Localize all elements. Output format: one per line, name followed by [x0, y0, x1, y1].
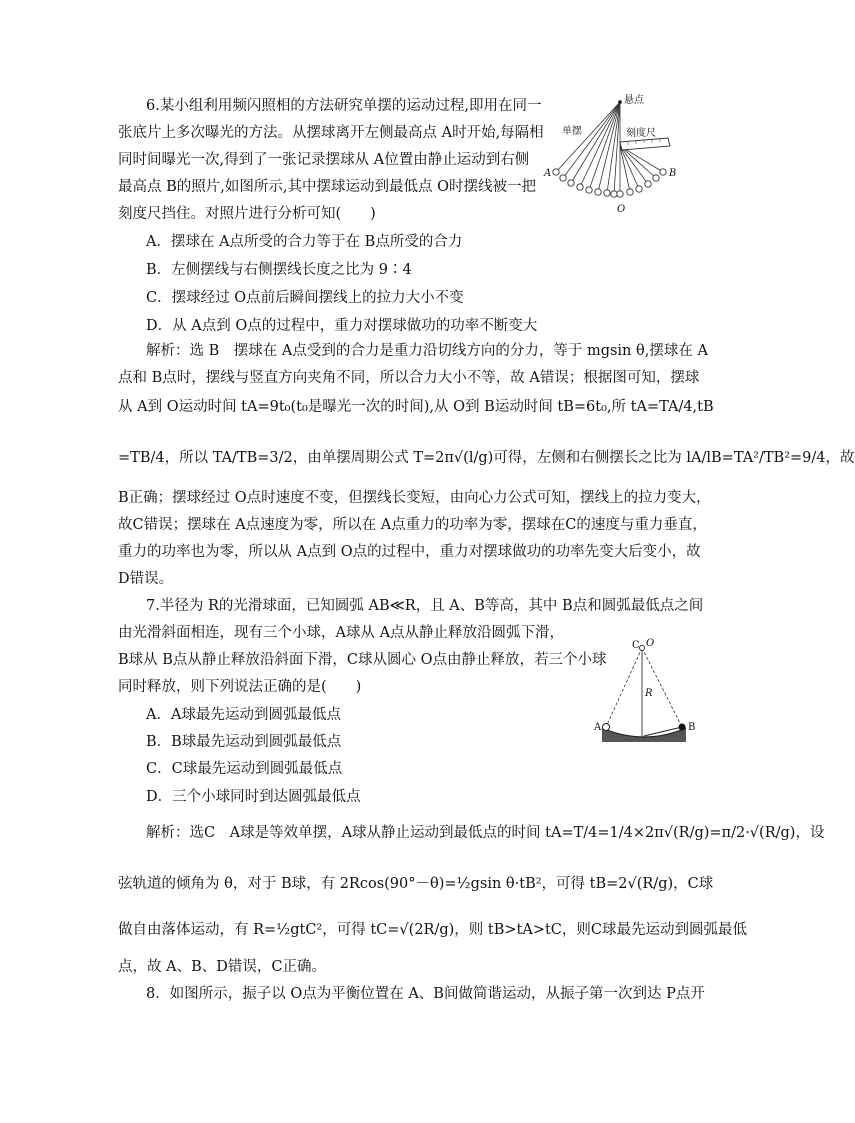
q7-option-d: D．三个小球同时到达圆弧最低点: [146, 789, 361, 805]
q6-stem-line: 同时间曝光一次,得到了一张记录摆球从 A位置由静止运动到右侧: [118, 152, 530, 168]
q7-stem-line: 7.半径为 R的光滑球面，已知圆弧 AB≪R，且 A、B等高，其中 B点和圆弧最低点之间: [146, 598, 704, 614]
q6-option-a: A．摆球在 A点所受的合力等于在 B点所受的合力: [146, 234, 463, 250]
q6-solution-line: 从 A到 O运动时间 tA=9t₀(t₀是曝光一次的时间),从 O到 B运动时间 tB=6t₀,所 tA=TA/4,tB: [118, 399, 714, 415]
ball-b: [679, 724, 686, 731]
ball-a: [603, 724, 610, 731]
q6-pendulum-figure: [538, 90, 688, 220]
q6-option-d: D．从 A点到 O点的过程中，重力对摆球做功的功率不断变大: [146, 318, 538, 334]
q7-stem-line: 同时释放，则下列说法正确的是( ): [118, 679, 362, 695]
q6-stem-line: 张底片上多次曝光的方法。从摆球离开左侧最高点 A时开始,每隔相: [118, 125, 544, 141]
ball-c: [640, 646, 645, 651]
label-c: C: [632, 640, 640, 651]
q7-solution-line: 弦轨道的倾角为 θ，对于 B球，有 2Rcos(90°－θ)=½gsin θ·tB²，可得 tB=2√(R/g)，C球: [118, 876, 714, 892]
label-pendulum: 单摆: [562, 126, 582, 137]
label-pivot: 悬点: [624, 95, 644, 106]
q7-stem-line: B球从 B点从静止释放沿斜面下滑，C球从圆心 O点由静止释放，若三个小球: [118, 652, 607, 668]
q7-solution-line: 解析：选C A球是等效单摆，A球从静止运动到最低点的时间 tA=T/4=1/4×2π√(R/g)=π/2·√(R/g)，设: [146, 825, 825, 841]
q8-stem-line: 8．如图所示，振子以 O点为平衡位置在 A、B间做简谐运动，从振子第一次到达 P点开: [146, 986, 705, 1002]
q6-stem-line: 最高点 B的照片,如图所示,其中摆球运动到最低点 O时摆线被一把: [118, 179, 536, 195]
q7-sphere-figure: [590, 636, 700, 752]
q6-solution-line: =TB/4，所以 TA/TB=3/2，由单摆周期公式 T=2π√(l/g)可得，左侧和右侧摆长之比为 lA/lB=TA²/TB²=9/4，故: [118, 450, 855, 466]
q7-stem-line: 由光滑斜面相连，现有三个小球，A球从 A点从静止释放沿圆弧下滑，: [118, 625, 565, 641]
bowl-shape: [602, 728, 686, 742]
q6-solution-line: 点和 B点时，摆线与竖直方向夹角不同，所以合力大小不等，故 A错误；根据图可知，摆球: [118, 370, 700, 386]
q7-solution-line: 做自由落体运动，有 R=½gtC²，可得 tC=√(2R/g)，则 tB>tA>tC，则C球最先运动到圆弧最低: [118, 922, 747, 938]
label-ruler: 刻度尺: [626, 128, 656, 139]
q7-option-a: A．A球最先运动到圆弧最低点: [146, 707, 341, 723]
label-a: A: [594, 722, 602, 733]
q7-option-b: B．B球最先运动到圆弧最低点: [146, 734, 342, 750]
ruler-shape: [620, 138, 670, 150]
q6-option-b: B．左侧摆线与右侧摆线长度之比为 9∶4: [146, 262, 412, 278]
label-o: O: [617, 204, 626, 215]
q6-solution-line: D错误。: [118, 571, 174, 587]
q6-solution-line: 重力的功率也为零，所以从 A点到 O点的过程中，重力对摆球做功的功率先变大后变小，故: [118, 544, 701, 560]
q6-solution-line: 解析：选 B 摆球在 A点受到的合力是重力沿切线方向的分力，等于 mgsin θ,摆球在 A: [146, 343, 708, 359]
label-o: O: [646, 638, 655, 649]
label-a: A: [544, 168, 552, 179]
q7-solution-line: 点，故 A、B、D错误，C正确。: [118, 959, 326, 975]
q6-option-c: C．摆球经过 O点前后瞬间摆线上的拉力大小不变: [146, 290, 464, 306]
q6-solution-line: 故C错误；摆球在 A点速度为零，所以在 A点重力的功率为零，摆球在C的速度与重力垂直，: [118, 517, 707, 533]
label-b: B: [669, 168, 677, 179]
q6-stem-line: 刻度尺挡住。对照片进行分析可知( ): [118, 206, 376, 222]
label-b: B: [688, 722, 696, 733]
label-r: R: [645, 688, 653, 699]
q6-stem-line: 6.某小组利用频闪照相的方法研究单摆的运动过程,即用在同一: [146, 98, 542, 114]
q7-option-c: C．C球最先运动到圆弧最低点: [146, 761, 343, 777]
q6-solution-line: B正确；摆球经过 O点时速度不变，但摆线长变短，由向心力公式可知，摆线上的拉力变大，: [118, 490, 711, 506]
